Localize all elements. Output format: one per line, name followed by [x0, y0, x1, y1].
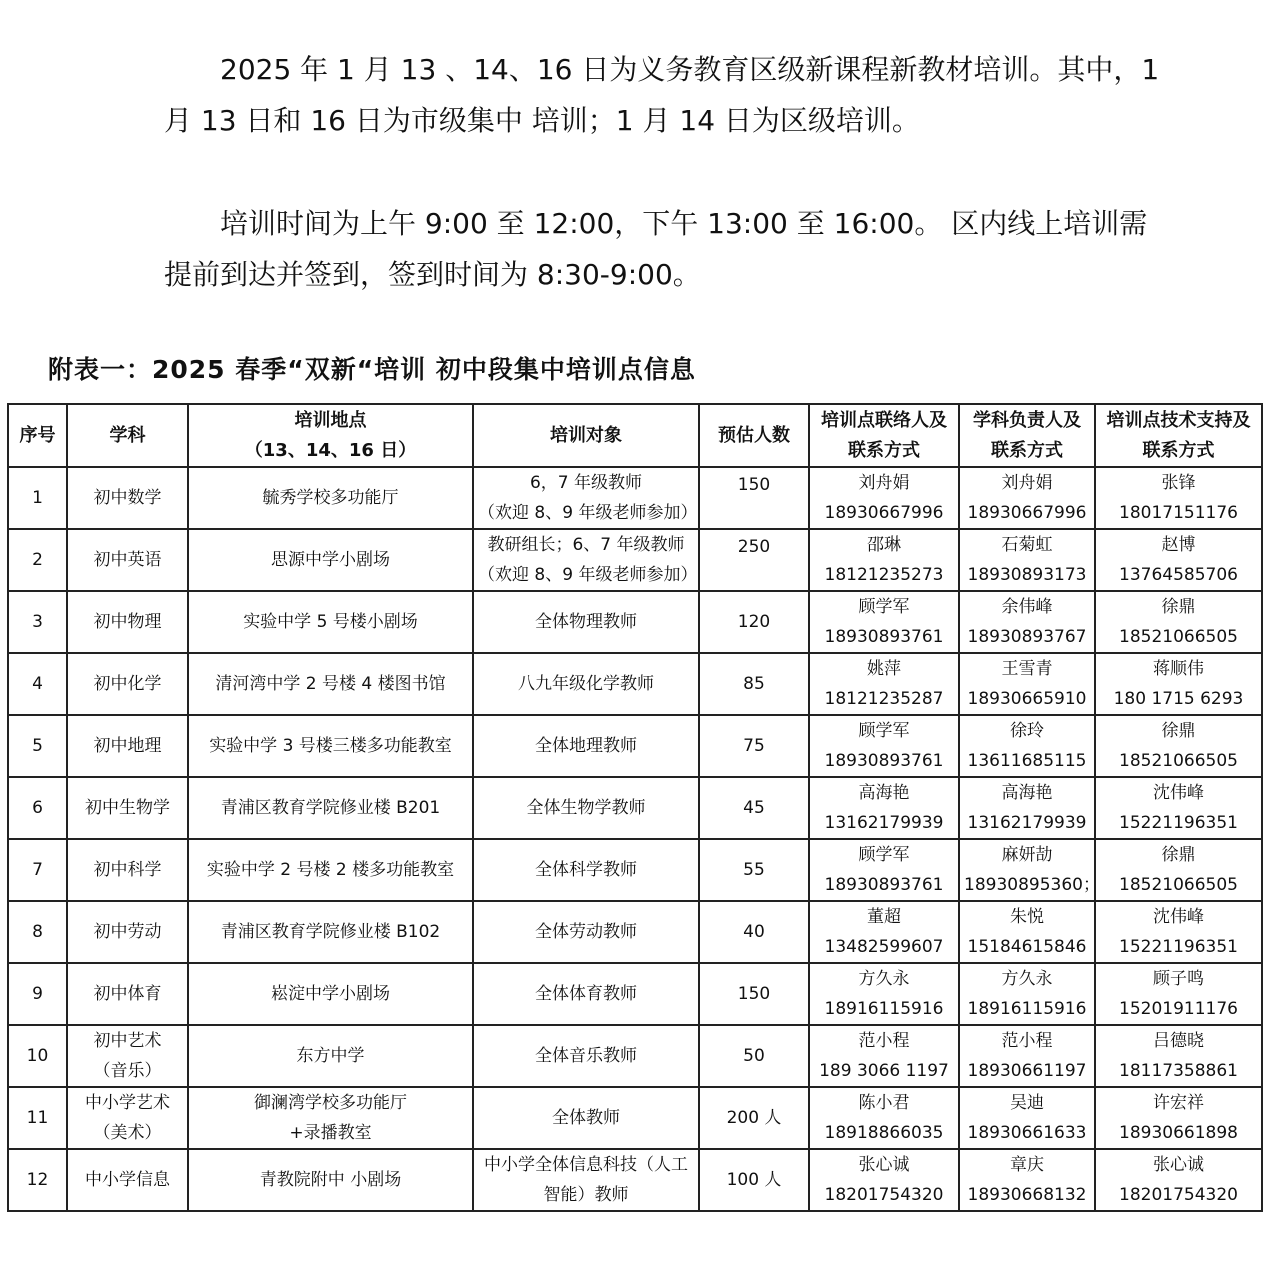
cell-liaison-line: 顾学军 [858, 845, 910, 865]
cell-tech-support [1095, 715, 1262, 777]
cell-subject-head-line: 章庆 [1010, 1155, 1044, 1175]
cell-subject-line: 初中体育 [93, 984, 162, 1004]
cell-tech-support-line: 赵博 [1161, 535, 1196, 555]
cell-tech-support-line: 18521066505 [1119, 875, 1238, 895]
cell-index: 3 [8, 591, 67, 653]
cell-tech-support [1095, 529, 1262, 591]
cell-liaison-line: 189 3066 1197 [819, 1061, 949, 1081]
cell-subject-head-line: 18930661197 [967, 1061, 1087, 1081]
cell-subject-head-line: 15184615846 [967, 937, 1087, 957]
cell-location-line: 青浦区教育学院修业楼 B201 [220, 798, 441, 818]
cell-tech-support-line: 180 1715 6293 [1113, 689, 1244, 709]
table-header-row [8, 404, 1262, 467]
cell-location [188, 591, 473, 653]
cell-tech-support-line: 张锋 [1161, 473, 1196, 493]
cell-subject [67, 529, 188, 591]
cell-subject-head [959, 777, 1095, 839]
training-sites-table [7, 403, 1263, 1212]
cell-subject-head-line: 朱悦 [1010, 907, 1044, 927]
cell-index: 2 [8, 529, 67, 591]
cell-subject-line: 初中英语 [93, 550, 162, 570]
cell-liaison-line: 顾学军 [858, 721, 910, 741]
cell-subject-head-line: 刘舟娟 [1001, 473, 1053, 493]
intro-paragraph-times [164, 198, 1164, 300]
cell-subject-head [959, 901, 1095, 963]
cell-tech-support-line: 18930661898 [1119, 1123, 1238, 1143]
table-row [8, 1025, 1262, 1087]
cell-liaison-line: 18201754320 [824, 1185, 944, 1205]
table-row [8, 467, 1262, 529]
cell-subject-head-line: 方久永 [1001, 969, 1053, 989]
table-body [8, 467, 1262, 1211]
cell-tech-support-line: 蒋顺伟 [1153, 659, 1204, 679]
cell-count: 50 [699, 1025, 809, 1087]
cell-liaison-line: 18930893761 [824, 627, 944, 647]
cell-liaison-line: 18930893761 [824, 751, 944, 771]
header-tech-support-line: 培训点技术支持及 [1106, 409, 1251, 431]
cell-subject-head-line: 徐玲 [1010, 721, 1044, 741]
cell-tech-support-line: 张心诚 [1153, 1155, 1204, 1175]
cell-target [473, 529, 699, 591]
cell-target-line: 全体科学教师 [535, 860, 637, 880]
cell-tech-support [1095, 1149, 1262, 1211]
cell-count: 85 [699, 653, 809, 715]
header-subject-head-line: 学科负责人及 [973, 409, 1081, 431]
header-index-line: 序号 [19, 424, 56, 446]
cell-liaison-line: 董超 [867, 907, 901, 927]
cell-location [188, 777, 473, 839]
table-row [8, 839, 1262, 901]
cell-liaison [809, 715, 959, 777]
cell-subject-line: 初中劳动 [93, 922, 162, 942]
cell-tech-support-line: 13764585706 [1119, 565, 1238, 585]
header-location [188, 404, 473, 467]
cell-subject-line: 初中地理 [93, 736, 162, 756]
cell-liaison [809, 467, 959, 529]
cell-location-line: 东方中学 [296, 1046, 365, 1066]
cell-location [188, 839, 473, 901]
cell-subject-line: 初中科学 [93, 860, 162, 880]
header-tech-support [1095, 404, 1262, 467]
table-row [8, 777, 1262, 839]
cell-target-line: 6，7 年级教师 [529, 473, 643, 493]
cell-liaison-line: 13482599607 [824, 937, 944, 957]
cell-tech-support-line: 顾子鸣 [1153, 969, 1204, 989]
intro-paragraph-text: 培训时间为上午 9:00 至 12:00，下午 13:00 至 16:00。 区内线上培训需提前到达并签到，签到时间为 8:30-9:00。 [164, 207, 1148, 291]
cell-liaison-line: 18916115916 [824, 999, 944, 1019]
cell-target-line: （欢迎 8、9 年级老师参加） [478, 565, 698, 585]
cell-subject-line: 中小学艺术 [85, 1093, 170, 1113]
table-row [8, 653, 1262, 715]
cell-subject-line: 初中生物学 [85, 798, 170, 818]
cell-subject-head [959, 715, 1095, 777]
cell-location [188, 1149, 473, 1211]
cell-tech-support-line: 18117358861 [1119, 1061, 1238, 1081]
cell-location [188, 1025, 473, 1087]
cell-location-line: 御澜湾学校多功能厅 [254, 1093, 407, 1113]
cell-subject-head-line: 18930668132 [967, 1185, 1087, 1205]
cell-subject-head [959, 963, 1095, 1025]
cell-liaison [809, 591, 959, 653]
cell-tech-support [1095, 1025, 1262, 1087]
cell-count: 75 [699, 715, 809, 777]
cell-target [473, 715, 699, 777]
cell-tech-support-line: 徐鼎 [1161, 597, 1196, 617]
cell-subject-head [959, 839, 1100, 901]
cell-liaison-line: 方久永 [858, 969, 910, 989]
cell-subject-head-line: 18916115916 [967, 999, 1087, 1019]
table-row [8, 529, 1262, 591]
header-subject-head-line: 联系方式 [991, 439, 1063, 461]
cell-location [188, 529, 473, 591]
cell-tech-support-line: 吕德晓 [1153, 1031, 1204, 1051]
cell-index: 6 [8, 777, 67, 839]
cell-location-line: 清河湾中学 2 号楼 4 楼图书馆 [215, 674, 446, 694]
cell-subject-head [959, 1087, 1095, 1149]
cell-index: 7 [8, 839, 67, 901]
cell-liaison-line: 范小程 [858, 1031, 910, 1051]
cell-location-line: 青教院附中 小剧场 [259, 1170, 402, 1190]
cell-subject-head-line: 范小程 [1001, 1031, 1053, 1051]
header-count [699, 404, 809, 467]
intro-paragraph-text: 2025 年 1 月 13 、14、16 日为义务教育区级新课程新教材培训。其中，1 月 13 日和 16 日为市级集中 培训；1 月 14 日为区级培训。 [164, 53, 1160, 137]
cell-location-line: 思源中学小剧场 [271, 550, 390, 570]
cell-target-line: 智能）教师 [543, 1185, 629, 1205]
cell-tech-support [1095, 591, 1262, 653]
cell-tech-support-line: 15221196351 [1119, 937, 1238, 957]
cell-liaison-line: 18121235287 [824, 689, 944, 709]
cell-target [473, 901, 699, 963]
header-liaison [809, 404, 959, 467]
cell-subject-head-line: 18930667996 [967, 503, 1087, 523]
header-subject [67, 404, 188, 467]
cell-count: 250 [699, 529, 809, 591]
cell-subject-head-line: 石菊虹 [1001, 535, 1053, 555]
cell-subject-head-line: 18930661633 [967, 1123, 1087, 1143]
cell-target-line: 中小学全体信息科技（人工 [484, 1155, 688, 1175]
cell-liaison [809, 529, 959, 591]
cell-subject-head [959, 529, 1095, 591]
cell-subject-head-line: 13611685115 [967, 751, 1087, 771]
table-row [8, 1149, 1262, 1211]
cell-subject-line: 中小学信息 [85, 1170, 170, 1190]
cell-tech-support-line: 徐鼎 [1161, 721, 1196, 741]
table-row [8, 715, 1262, 777]
cell-subject-head-line: 13162179939 [967, 813, 1087, 833]
cell-subject-head-line: 18930665910 [967, 689, 1087, 709]
cell-subject-line: 初中化学 [93, 674, 162, 694]
cell-liaison-line: 18930667996 [824, 503, 944, 523]
cell-count: 120 [699, 591, 809, 653]
cell-liaison [809, 777, 959, 839]
cell-tech-support [1095, 963, 1262, 1025]
cell-target [473, 591, 699, 653]
cell-index: 5 [8, 715, 67, 777]
cell-location-line: 青浦区教育学院修业楼 B102 [220, 922, 441, 942]
cell-count: 45 [699, 777, 809, 839]
cell-tech-support-line: 18017151176 [1119, 503, 1238, 523]
header-target [473, 404, 699, 467]
cell-target-line: 全体地理教师 [535, 736, 637, 756]
cell-subject-head-line: 18930893767 [967, 627, 1087, 647]
cell-location [188, 715, 473, 777]
cell-subject [67, 777, 188, 839]
cell-location-line: 实验中学 3 号楼三楼多功能教室 [209, 736, 452, 756]
cell-target-line: 全体劳动教师 [535, 922, 637, 942]
cell-tech-support-line: 许宏祥 [1153, 1093, 1204, 1113]
cell-tech-support-line: 18201754320 [1119, 1185, 1238, 1205]
cell-liaison [809, 1087, 959, 1149]
cell-tech-support-line: 沈伟峰 [1153, 907, 1204, 927]
cell-location [188, 1087, 473, 1149]
cell-subject [67, 839, 188, 901]
cell-target [473, 1149, 699, 1211]
cell-subject [67, 1087, 188, 1149]
cell-tech-support-line: 徐鼎 [1161, 845, 1196, 865]
cell-index: 11 [8, 1087, 67, 1149]
header-liaison-line: 培训点联络人及 [821, 409, 947, 431]
cell-subject-head-line: 18930893173 [967, 565, 1087, 585]
cell-liaison [809, 839, 959, 901]
cell-tech-support-line: 15221196351 [1119, 813, 1238, 833]
cell-liaison-line: 13162179939 [824, 813, 944, 833]
cell-subject-head-line: 18930895360； [964, 875, 1100, 895]
cell-target [473, 963, 699, 1025]
header-subject-line: 学科 [109, 424, 146, 446]
cell-target [473, 653, 699, 715]
cell-target-line: 八九年级化学教师 [518, 674, 654, 694]
header-count-line: 预估人数 [718, 424, 790, 446]
cell-tech-support [1095, 777, 1262, 839]
cell-subject-line: （音乐） [93, 1061, 162, 1081]
header-subject-head [959, 404, 1095, 467]
cell-subject-head [959, 591, 1095, 653]
cell-location-line: 实验中学 5 号楼小剧场 [243, 612, 418, 632]
cell-liaison [809, 653, 959, 715]
cell-subject-line: 初中数学 [93, 488, 162, 508]
cell-liaison-line: 姚萍 [867, 659, 901, 679]
cell-index: 9 [8, 963, 67, 1025]
cell-location [188, 653, 473, 715]
header-index [8, 404, 67, 467]
header-target-line: 培训对象 [550, 424, 622, 446]
cell-index: 1 [8, 467, 67, 529]
intro-paragraph-dates [164, 44, 1164, 146]
cell-tech-support-line: 沈伟峰 [1153, 783, 1204, 803]
cell-tech-support-line: 18521066505 [1119, 627, 1238, 647]
cell-location-line: 实验中学 2 号楼 2 楼多功能教室 [206, 860, 455, 880]
table-row [8, 963, 1262, 1025]
cell-subject-head-line: 麻妍劼 [1001, 845, 1053, 865]
cell-location [188, 467, 473, 529]
cell-count: 200 人 [699, 1087, 809, 1149]
cell-subject [67, 963, 188, 1025]
table-row [8, 901, 1262, 963]
cell-location [188, 901, 473, 963]
cell-target [473, 839, 699, 901]
cell-subject [67, 715, 188, 777]
header-location-line: 培训地点 [294, 409, 367, 431]
cell-tech-support [1095, 1087, 1262, 1149]
cell-location [188, 963, 473, 1025]
cell-target-line: 全体生物学教师 [526, 798, 646, 818]
cell-subject-head [959, 1149, 1095, 1211]
cell-liaison-line: 高海艳 [858, 783, 910, 803]
cell-subject-head-line: 王雪青 [1001, 659, 1053, 679]
cell-count: 150 [699, 467, 809, 529]
cell-subject [67, 901, 188, 963]
cell-subject [67, 591, 188, 653]
cell-index: 12 [8, 1149, 67, 1211]
cell-liaison-line: 张心诚 [858, 1155, 910, 1175]
cell-liaison [809, 1025, 959, 1087]
cell-tech-support-line: 15201911176 [1119, 999, 1238, 1019]
header-tech-support-line: 联系方式 [1142, 439, 1215, 461]
cell-tech-support [1095, 653, 1262, 715]
cell-subject-line: 初中物理 [93, 612, 162, 632]
cell-target [473, 777, 699, 839]
cell-count: 40 [699, 901, 809, 963]
cell-location-line: 毓秀学校多功能厅 [262, 488, 399, 508]
header-location-line: （13、14、16 日） [244, 439, 417, 461]
table-row [8, 1087, 1262, 1149]
cell-subject-line: （美术） [93, 1123, 162, 1143]
header-liaison-line: 联系方式 [848, 439, 920, 461]
cell-subject-head [959, 653, 1095, 715]
cell-subject [67, 1025, 188, 1087]
cell-target-line: （欢迎 8、9 年级老师参加） [478, 503, 698, 523]
cell-index: 8 [8, 901, 67, 963]
cell-liaison [809, 901, 959, 963]
cell-tech-support [1095, 839, 1262, 901]
cell-liaison-line: 邵琳 [867, 535, 901, 555]
cell-liaison-line: 18930893761 [824, 875, 944, 895]
cell-count: 55 [699, 839, 809, 901]
cell-location-line: +录播教室 [289, 1123, 372, 1143]
cell-target-line: 全体音乐教师 [535, 1046, 637, 1066]
cell-target-line: 教研组长；6、7 年级教师 [487, 535, 685, 555]
cell-index: 10 [8, 1025, 67, 1087]
cell-target [473, 467, 699, 529]
cell-tech-support-line: 18521066505 [1119, 751, 1238, 771]
cell-tech-support [1095, 901, 1262, 963]
cell-subject-head-line: 吴迪 [1010, 1093, 1044, 1113]
cell-target-line: 全体体育教师 [535, 984, 637, 1004]
cell-liaison-line: 刘舟娟 [858, 473, 910, 493]
cell-liaison [809, 1149, 959, 1211]
table-title: 附表一：2025 春季“双新“培训 初中段集中培训点信息 [48, 355, 696, 384]
cell-liaison-line: 陈小君 [858, 1093, 910, 1113]
cell-subject-line: 初中艺术 [93, 1031, 162, 1051]
cell-target [473, 1025, 699, 1087]
table-row [8, 591, 1262, 653]
cell-liaison-line: 18121235273 [824, 565, 944, 585]
cell-subject [67, 1149, 188, 1211]
cell-liaison-line: 顾学军 [858, 597, 910, 617]
cell-subject-head-line: 余伟峰 [1001, 597, 1053, 617]
cell-subject-head-line: 高海艳 [1001, 783, 1053, 803]
cell-subject [67, 467, 188, 529]
cell-count: 150 [699, 963, 809, 1025]
cell-liaison [809, 963, 959, 1025]
cell-index: 4 [8, 653, 67, 715]
cell-count: 100 人 [699, 1149, 809, 1211]
cell-location-line: 崧淀中学小剧场 [271, 984, 390, 1004]
cell-subject-head [959, 467, 1095, 529]
cell-target [473, 1087, 699, 1149]
cell-target-line: 全体教师 [552, 1108, 620, 1128]
cell-subject-head [959, 1025, 1095, 1087]
cell-liaison-line: 18918866035 [824, 1123, 944, 1143]
cell-subject [67, 653, 188, 715]
cell-tech-support [1095, 467, 1262, 529]
cell-target-line: 全体物理教师 [535, 612, 637, 632]
